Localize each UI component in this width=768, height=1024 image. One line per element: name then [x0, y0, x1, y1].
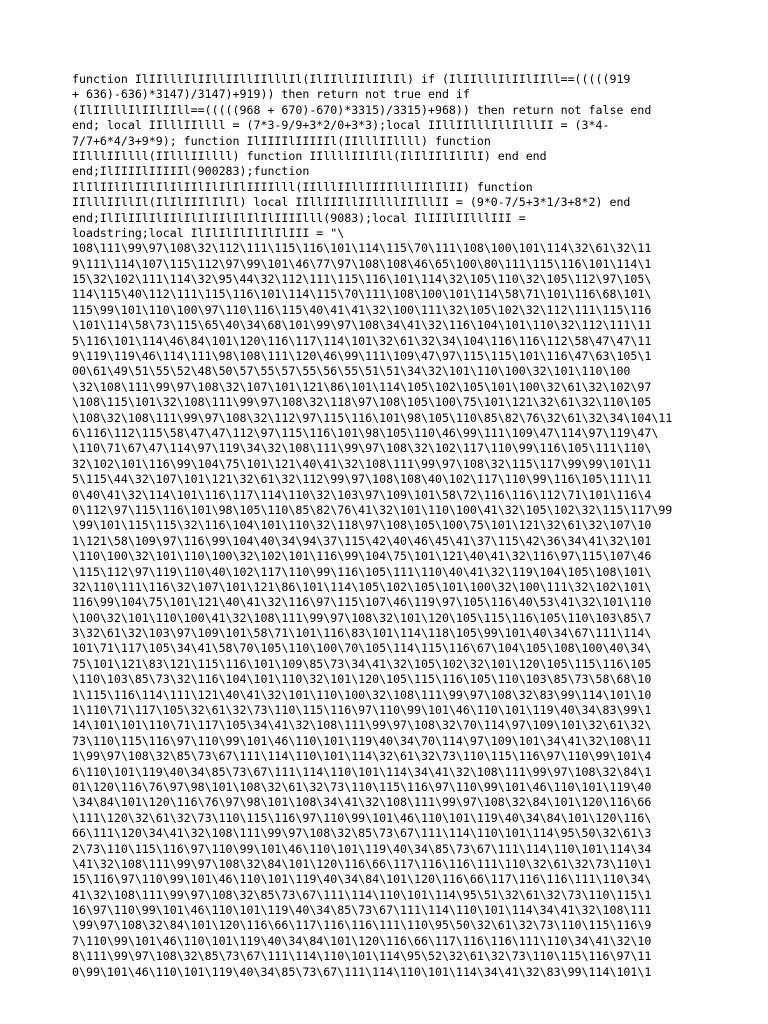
code-line: \110\71\67\47\114\97\119\34\32\108\111\99\97\108\32\102\117\110\99\116\105\111\110\	[72, 441, 652, 456]
code-line: \108\115\101\32\108\111\99\97\108\32\118\97\108\105\100\75\101\121\32\61\32\110\105	[72, 395, 652, 410]
code-line: \41\32\108\111\99\97\108\32\84\101\120\116\66\117\116\116\111\110\32\61\32\73\110\1	[72, 856, 652, 871]
code-line: (IlIIlllIlIIlIIll==(((((968 + 670)-670)*3315)/3315)+968)) then return not false end	[72, 102, 652, 117]
code-line: + 636)-636)*3147)/3147)+919)) then return not true end if	[72, 87, 470, 102]
code-line: end;IlIlIIlIlIIlIlIlIIlIlIlIlIIIIlll(9083);local IlIIIlIIlllIII =	[72, 210, 526, 225]
code-line: \32\108\111\99\97\108\32\107\101\121\86\101\114\105\102\105\101\100\32\61\32\102\97	[72, 379, 652, 394]
code-line: 116\99\104\75\101\121\40\41\32\116\97\115\107\46\119\97\105\116\40\53\41\32\101\110	[72, 595, 652, 610]
code-line: 01\120\116\76\97\98\101\108\32\61\32\73\110\115\116\97\110\99\101\46\110\101\119\40	[72, 779, 652, 794]
code-line: 5\116\101\114\46\84\101\120\116\117\114\101\32\61\32\34\104\116\116\112\58\47\47\11	[72, 333, 652, 348]
code-line: 5\115\44\32\107\101\121\32\61\32\112\99\97\108\108\40\102\117\110\99\116\105\111\11	[72, 472, 652, 487]
code-line: 0\112\97\115\116\101\98\105\110\85\82\76\41\32\101\110\100\41\32\105\102\32\115\117\99	[72, 502, 673, 517]
code-line: loadstring;local IlIlIlIlIlIlIlIII = "\	[72, 225, 345, 240]
code-line: 0\99\101\46\110\101\119\40\34\85\73\67\111\114\110\101\114\34\41\32\83\99\114\101\1	[72, 964, 652, 979]
code-line: 75\101\121\83\121\115\116\101\109\85\73\34\41\32\105\102\32\101\120\105\115\116\105	[72, 656, 652, 671]
code-line: IlIlIIlIlIIlIlIlIIlIlIlIlIIIIlll(IIlllIIllIIIIlllIIlIlII) function	[72, 179, 533, 194]
code-line: \108\32\108\111\99\97\108\32\112\97\115\116\101\98\105\110\85\82\76\32\61\32\34\104\11	[72, 410, 673, 425]
code-line: function IlIIlllIlIIllIIllIIlllIl(IlIIllIIlIIlIl) if (IlIIlllIlIIlIIll==(((((919	[72, 72, 631, 86]
code-line: IIlllIIllll(IIlllIIllll) function IIllllIIlIll(IlIlIIlIlIlI) end end	[72, 148, 547, 163]
code-line: 32\110\111\116\32\107\101\121\86\101\114\105\102\105\101\100\32\100\111\32\102\101\	[72, 579, 652, 594]
code-line: 9\111\114\107\115\112\97\99\101\46\77\97\108\108\46\65\100\80\111\115\116\101\114\1	[72, 256, 652, 271]
code-line: 9\119\119\46\114\111\98\108\111\120\46\99\111\109\47\97\115\115\101\116\47\63\105\1	[72, 349, 652, 364]
code-line: 66\111\120\34\41\32\108\111\99\97\108\32\85\73\67\111\114\110\101\114\95\50\32\61\3	[72, 826, 652, 841]
code-line: 1\115\116\114\111\121\40\41\32\101\110\100\32\108\111\99\97\108\32\83\99\114\101\10	[72, 687, 652, 702]
code-line: \110\100\32\101\110\100\32\102\101\116\99\104\75\101\121\40\41\32\116\97\115\107\46	[72, 549, 652, 564]
code-line: 115\99\101\110\100\97\110\116\115\40\41\41\32\100\111\32\105\102\32\112\111\115\116	[72, 302, 652, 317]
code-line: 6\110\101\119\40\34\85\73\67\111\114\110\101\114\34\41\32\108\111\99\97\108\32\84\1	[72, 764, 652, 779]
code-line: \115\112\97\119\110\40\102\117\110\99\116\105\111\110\40\41\32\119\104\105\108\101\	[72, 564, 652, 579]
code-line: 16\97\110\99\101\46\110\101\119\40\34\85\73\67\111\114\110\101\114\34\41\32\108\111	[72, 903, 652, 918]
code-line: 0\40\41\32\114\101\116\117\114\110\32\103\97\109\101\58\72\116\116\112\71\101\116\4	[72, 487, 652, 502]
code-line: 114\115\40\112\111\115\116\101\114\115\70\111\108\100\101\114\58\71\101\116\68\101\	[72, 287, 652, 302]
code-line: 15\32\102\111\114\32\95\44\32\112\111\115\116\101\114\32\105\110\32\105\112\97\105\	[72, 272, 652, 287]
code-line: 6\116\112\115\58\47\47\112\97\115\116\101\98\105\110\46\99\111\109\47\114\97\119\47\	[72, 425, 659, 440]
code-line: IIlllIIllIl(IlIlIIIlIlIl) local IIllIIIllIIllllIIlllII = (9*0-7/5+3*1/3+8*2) end	[72, 195, 631, 210]
code-line: 1\110\71\117\105\32\61\32\73\110\115\116\97\110\99\101\46\110\101\119\40\34\83\99\1	[72, 703, 652, 718]
code-line: 101\71\117\105\34\41\58\70\105\110\100\70\105\114\115\116\67\104\105\108\100\40\34\	[72, 641, 652, 656]
code-line: 32\102\101\116\99\104\75\101\121\40\41\32\108\111\99\97\108\32\115\117\99\99\101\11	[72, 456, 652, 471]
code-line: \99\97\108\32\84\101\120\116\66\117\116\116\111\110\95\50\32\61\32\73\110\115\116\9	[72, 918, 652, 933]
code-line: 108\111\99\97\108\32\112\111\115\116\101\114\115\70\111\108\100\101\114\32\61\32\11	[72, 241, 652, 256]
code-line: \101\114\58\73\115\65\40\34\68\101\99\97\108\34\41\32\116\104\101\110\32\112\111\11	[72, 318, 652, 333]
code-line: 41\32\108\111\99\97\108\32\85\73\67\111\114\110\101\114\95\51\32\61\32\73\110\115\1	[72, 887, 652, 902]
code-line: 1\121\58\109\97\116\99\104\40\34\94\37\115\42\40\46\45\41\37\115\42\36\34\41\32\101	[72, 533, 652, 548]
code-line: \34\84\101\120\116\76\97\98\101\108\34\41\32\108\111\99\97\108\32\84\101\120\116\66	[72, 795, 652, 810]
code-line: end; local IIlllIIllll = (7*3-9/9+3*2/0+3*3);local IIllIIlllIllIlllII = (3*4-	[72, 118, 610, 133]
code-line: 3\32\61\32\103\97\109\101\58\71\101\116\83\101\114\118\105\99\101\40\34\67\111\114\	[72, 626, 652, 641]
code-line: \111\120\32\61\32\73\110\115\116\97\110\99\101\46\110\101\119\40\34\84\101\120\116\	[72, 810, 652, 825]
code-line: 15\116\97\110\99\101\46\110\101\119\40\34\84\101\120\116\66\117\116\116\111\110\34\	[72, 872, 652, 887]
code-line: 7/7+6*4/3+9*9); function IlIIIIlIIIIIl(IIlllIIllll) function	[72, 133, 491, 148]
code-line: \99\101\115\115\32\116\104\101\110\32\118\97\108\105\100\75\101\121\32\61\32\107\10	[72, 518, 652, 533]
code-line: 73\110\115\116\97\110\99\101\46\110\101\119\40\34\70\114\97\109\101\34\41\32\108\11	[72, 733, 652, 748]
code-line: 7\110\99\101\46\110\101\119\40\34\84\101\120\116\66\117\116\116\111\110\34\41\32\10	[72, 933, 652, 948]
code-line: 8\111\99\97\108\32\85\73\67\111\114\110\101\114\95\52\32\61\32\73\110\115\116\97\11	[72, 949, 652, 964]
code-document	[72, 72, 698, 980]
code-line: \110\103\85\73\32\116\104\101\110\32\101\120\105\115\116\105\110\103\85\73\58\68\10	[72, 672, 652, 687]
code-line: 2\73\110\115\116\97\110\99\101\46\110\101\119\40\34\85\73\67\111\114\110\101\114\34	[72, 841, 652, 856]
code-line: \100\32\101\110\100\41\32\108\111\99\97\108\32\101\120\105\115\116\105\110\103\85\7	[72, 610, 652, 625]
code-line: 1\99\97\108\32\85\73\67\111\114\110\101\114\32\61\32\73\110\115\116\97\110\99\101\4	[72, 749, 652, 764]
code-line: 00\61\49\51\55\52\48\50\57\55\57\55\56\55\51\51\34\32\101\110\100\32\101\110\100	[72, 364, 631, 379]
code-line: end;IlIIIIlIIIIIl(900283);function	[72, 164, 310, 179]
code-line: 14\101\101\110\71\117\105\34\41\32\108\111\99\97\108\32\70\114\97\109\101\32\61\32\	[72, 718, 652, 733]
